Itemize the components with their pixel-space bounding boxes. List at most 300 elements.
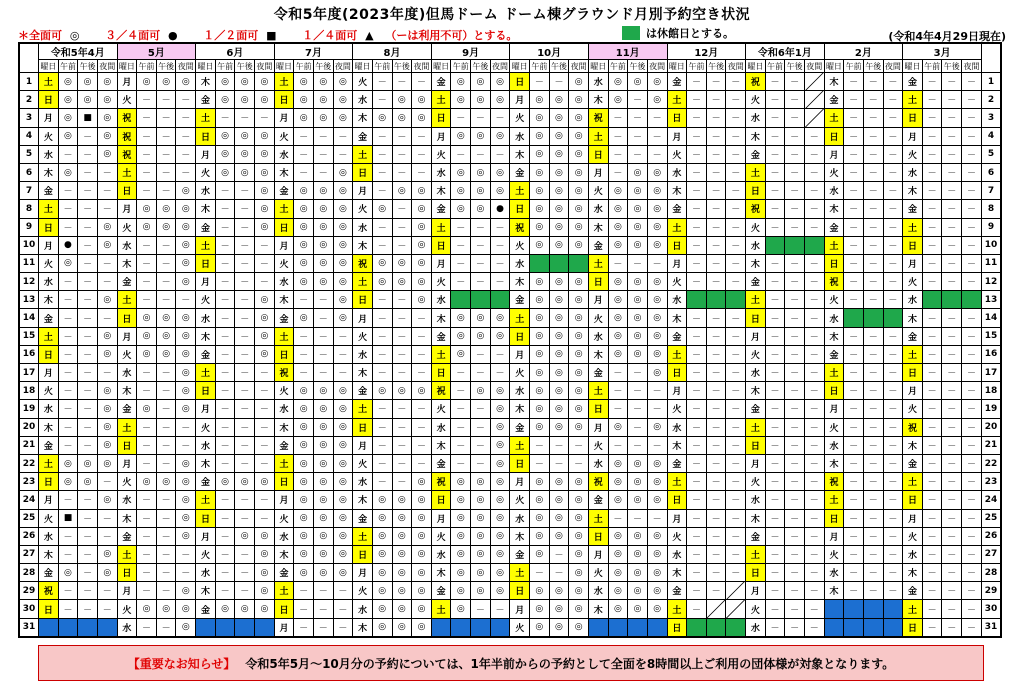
availability-cell: ◎ [294,418,314,436]
availability-cell: － [942,182,962,200]
availability-cell: ◎ [313,182,333,200]
table-row [20,527,1001,545]
weekday-cell: 金 [903,327,923,345]
legend-three-quarters-mark: ● [167,29,178,42]
availability-cell: － [922,145,942,163]
notice-tag: 【重要なお知らせ】 [127,656,236,671]
availability-cell: ◎ [569,545,589,563]
row-number-right: 16 [982,345,1001,363]
closed-day-cell [687,291,707,309]
availability-cell: ◎ [392,600,412,618]
availability-cell: － [844,473,864,491]
availability-cell: ◎ [313,454,333,472]
availability-cell: ◎ [392,545,412,563]
weekday-cell: 金 [667,582,687,600]
row-number: 19 [20,400,39,418]
weekday-cell: 木 [588,91,608,109]
availability-cell: ◎ [451,564,471,582]
availability-cell: － [804,618,824,636]
availability-cell: ◎ [333,182,353,200]
availability-cell: － [883,436,903,454]
availability-cell: － [137,382,157,400]
availability-cell: － [804,218,824,236]
weekday-cell: 日 [39,600,59,618]
availability-cell: ◎ [176,491,196,509]
closed-day-cell [785,236,805,254]
column-subheader: 午後 [629,61,646,71]
availability-cell: － [156,454,176,472]
availability-cell: － [58,273,78,291]
availability-cell: － [490,109,510,127]
availability-cell: － [706,454,726,472]
availability-cell: ◎ [313,73,333,91]
legend-quarter-label: １／４面可 [302,29,358,42]
weekday-cell: 金 [196,600,216,618]
availability-cell: － [863,254,883,272]
weekday-cell: 木 [431,182,451,200]
weekday-cell: 水 [588,73,608,91]
availability-cell: － [765,273,785,291]
weekday-cell: 金 [274,564,294,582]
availability-cell: ◎ [313,473,333,491]
availability-cell: － [549,454,569,472]
availability-cell: ◎ [78,91,98,109]
weekday-cell: 金 [431,454,451,472]
weekday-cell: 木 [353,109,373,127]
availability-cell: ◎ [412,545,432,563]
availability-cell: － [962,436,982,454]
closed-day-cell [863,309,883,327]
weekday-cell: 火 [196,291,216,309]
availability-cell: ◎ [255,600,275,618]
availability-cell: ◎ [647,345,667,363]
weekday-cell: 月 [117,73,137,91]
availability-cell: ◎ [97,73,117,91]
availability-cell: － [608,364,628,382]
weekday-cell: 土 [824,236,844,254]
availability-cell: ◎ [372,600,392,618]
weekday-cell: 火 [588,182,608,200]
availability-cell: ◎ [530,545,550,563]
availability-cell: － [804,345,824,363]
row-number: 24 [20,491,39,509]
weekday-cell: 火 [903,145,923,163]
availability-cell: ◎ [608,91,628,109]
availability-cell: － [785,254,805,272]
weekday-cell: 木 [510,527,530,545]
availability-cell: － [608,382,628,400]
availability-cell: ◎ [97,491,117,509]
weekday-cell: 月 [196,527,216,545]
weekday-cell: 金 [667,73,687,91]
availability-cell: － [883,291,903,309]
availability-cell: － [687,109,707,127]
column-subheader: 午後 [315,61,332,71]
weekday-cell: 日 [588,400,608,418]
availability-cell: － [137,364,157,382]
availability-cell: ◎ [156,345,176,363]
availability-cell: － [785,382,805,400]
weekday-cell: 日 [274,91,294,109]
availability-cell: － [137,582,157,600]
availability-cell: － [706,473,726,491]
weekday-cell: 日 [824,254,844,272]
availability-cell: ◎ [490,582,510,600]
availability-cell: － [628,109,648,127]
row-number-right: 5 [982,145,1001,163]
availability-cell: ◎ [313,418,333,436]
availability-cell: － [58,145,78,163]
availability-cell: － [372,182,392,200]
availability-cell: － [471,454,491,472]
availability-cell: － [451,454,471,472]
weekday-cell: 火 [667,145,687,163]
availability-cell: ◎ [333,436,353,454]
availability-cell: － [471,600,491,618]
availability-cell: － [176,436,196,454]
column-subheader: 曜日 [40,61,57,71]
important-notice [38,645,984,681]
availability-cell: ◎ [628,491,648,509]
availability-cell: ◎ [530,236,550,254]
availability-cell: － [215,564,235,582]
weekday-cell: 金 [903,454,923,472]
availability-cell: ◎ [628,291,648,309]
month-header: 5月 [117,44,196,60]
availability-cell: － [844,291,864,309]
weekday-cell: 木 [588,218,608,236]
weekday-cell: 日 [510,582,530,600]
availability-cell: ◎ [176,309,196,327]
availability-cell: ◎ [215,73,235,91]
availability-cell: ◎ [255,73,275,91]
availability-cell: ◎ [294,545,314,563]
availability-cell: － [785,182,805,200]
weekday-cell: 祝 [39,582,59,600]
availability-cell: － [962,309,982,327]
availability-cell: － [137,527,157,545]
availability-cell: ◎ [549,509,569,527]
availability-cell: － [844,400,864,418]
availability-cell: － [392,218,412,236]
row-number: 10 [20,236,39,254]
availability-cell: ◎ [647,600,667,618]
availability-cell: ◎ [471,582,491,600]
availability-cell: ◎ [156,600,176,618]
availability-cell: － [942,309,962,327]
availability-cell: － [706,182,726,200]
availability-cell: － [883,182,903,200]
weekday-cell: 土 [824,109,844,127]
availability-cell: － [333,600,353,618]
availability-cell: ◎ [137,600,157,618]
weekday-cell: 木 [274,163,294,181]
availability-cell: － [765,509,785,527]
weekday-cell: 土 [510,309,530,327]
availability-cell: ◎ [451,127,471,145]
availability-cell: ◎ [412,473,432,491]
weekday-cell: 火 [510,618,530,636]
unavailable-cell [863,600,883,618]
availability-cell: － [863,236,883,254]
weekday-cell: 日 [431,109,451,127]
availability-cell: － [235,382,255,400]
availability-cell: － [392,309,412,327]
availability-cell: ◎ [156,473,176,491]
row-number: 16 [20,345,39,363]
weekday-cell: 土 [588,382,608,400]
availability-cell: － [922,273,942,291]
availability-cell: － [215,182,235,200]
column-subheader: 午前 [688,61,705,71]
weekday-cell: 水 [746,618,766,636]
availability-cell: ◎ [333,309,353,327]
availability-cell: － [922,473,942,491]
availability-cell: － [78,364,98,382]
availability-cell: － [392,364,412,382]
weekday-cell: 木 [667,436,687,454]
weekday-cell: 火 [353,582,373,600]
column-subheader: 夜間 [334,61,351,71]
weekday-cell: 日 [667,364,687,382]
availability-cell: － [255,236,275,254]
table-row [20,545,1001,563]
availability-cell: ◎ [97,345,117,363]
row-number-right: 31 [982,618,1001,636]
weekday-cell: 木 [746,127,766,145]
availability-cell: － [883,527,903,545]
weekday-cell: 日 [667,491,687,509]
availability-cell: ◎ [294,509,314,527]
weekday-cell: 金 [431,73,451,91]
availability-cell: － [883,473,903,491]
availability-cell: ◎ [451,545,471,563]
weekday-cell: 月 [117,582,137,600]
availability-cell: － [804,291,824,309]
availability-cell: － [962,491,982,509]
availability-cell: － [313,291,333,309]
availability-cell: － [962,545,982,563]
weekday-cell: 月 [196,273,216,291]
availability-cell: － [922,345,942,363]
weekday-cell: 金 [824,345,844,363]
availability-cell: － [942,73,962,91]
weekday-cell: 火 [588,436,608,454]
availability-cell: － [97,163,117,181]
availability-cell: － [156,400,176,418]
availability-cell: － [804,400,824,418]
availability-cell: － [313,618,333,636]
availability-cell: ◎ [313,236,333,254]
availability-cell: ◎ [549,600,569,618]
availability-cell: － [765,436,785,454]
availability-cell: ◎ [647,364,667,382]
weekday-cell: 水 [353,473,373,491]
weekday-cell: 金 [196,345,216,363]
availability-cell: － [706,127,726,145]
availability-cell: － [942,127,962,145]
availability-cell: ◎ [471,127,491,145]
availability-cell: ◎ [647,73,667,91]
availability-cell: － [726,145,746,163]
availability-cell: － [78,200,98,218]
availability-cell: － [804,200,824,218]
row-number: 7 [20,182,39,200]
column-subheader: 曜日 [590,61,607,71]
availability-cell: － [530,436,550,454]
row-number-right: 12 [982,273,1001,291]
weekday-cell: 水 [39,145,59,163]
availability-cell: － [530,564,550,582]
weekday-cell: 月 [510,91,530,109]
availability-cell: － [156,291,176,309]
weekday-cell: 土 [746,291,766,309]
availability-cell: ◎ [97,109,117,127]
weekday-cell: 水 [431,291,451,309]
availability-cell: － [137,273,157,291]
row-number: 13 [20,291,39,309]
weekday-cell: 土 [274,327,294,345]
month-header: 8月 [353,44,432,60]
weekday-cell: 土 [274,454,294,472]
availability-cell: ◎ [549,236,569,254]
weekday-cell: 日 [196,382,216,400]
availability-cell: ◎ [569,109,589,127]
weekday-cell: 日 [510,73,530,91]
table-row [20,291,1001,309]
availability-cell: ◎ [372,273,392,291]
weekday-cell: 月 [431,509,451,527]
availability-cell: － [628,91,648,109]
weekday-cell: 月 [746,327,766,345]
weekday-cell: 月 [39,491,59,509]
availability-cell: － [726,364,746,382]
closed-day-cell [922,291,942,309]
availability-cell: － [628,436,648,454]
weekday-cell: 木 [196,327,216,345]
availability-cell: － [687,309,707,327]
availability-cell: ◎ [569,345,589,363]
availability-cell: － [78,545,98,563]
column-subheader: 曜日 [825,61,842,71]
weekday-cell: 金 [196,91,216,109]
availability-cell: ◎ [530,418,550,436]
availability-cell: － [962,527,982,545]
row-number: 22 [20,454,39,472]
unavailable-cell [39,618,59,636]
weekday-cell: 月 [117,327,137,345]
availability-cell: ◎ [255,564,275,582]
availability-cell: － [962,273,982,291]
weekday-cell: 土 [903,345,923,363]
availability-cell: － [333,582,353,600]
availability-cell: － [785,545,805,563]
availability-cell: ◎ [549,400,569,418]
availability-cell: ◎ [333,109,353,127]
weekday-cell: 日 [274,218,294,236]
availability-cell: － [235,309,255,327]
availability-cell: ◎ [97,454,117,472]
availability-cell: ◎ [628,273,648,291]
closed-day-cell [726,291,746,309]
availability-cell: － [687,345,707,363]
availability-cell: － [726,345,746,363]
availability-cell: － [844,73,864,91]
availability-cell: － [156,545,176,563]
closed-day-cell [726,618,746,636]
availability-cell: ◎ [608,418,628,436]
availability-cell: ◎ [313,109,333,127]
month-header: 12月 [667,44,746,60]
weekday-cell: 土 [588,127,608,145]
weekday-cell: 土 [196,236,216,254]
availability-cell: － [137,545,157,563]
availability-cell: － [765,327,785,345]
availability-cell: － [687,273,707,291]
availability-cell: － [156,163,176,181]
weekday-cell: 木 [510,400,530,418]
row-number-right: 3 [982,109,1001,127]
availability-cell: － [176,145,196,163]
availability-cell: ◎ [628,309,648,327]
availability-cell: ◎ [549,364,569,382]
row-number-right: 9 [982,218,1001,236]
availability-cell: － [706,91,726,109]
weekday-cell: 日 [274,473,294,491]
availability-cell: ◎ [549,345,569,363]
availability-cell: ◎ [530,509,550,527]
weekday-cell: 日 [903,364,923,382]
availability-cell: － [726,527,746,545]
availability-cell: ◎ [156,218,176,236]
weekday-cell: 月 [353,564,373,582]
availability-cell: ◎ [569,91,589,109]
availability-cell: ◎ [294,564,314,582]
weekday-cell: 金 [746,400,766,418]
availability-cell: － [372,418,392,436]
availability-cell: － [706,145,726,163]
unavailable-cell [78,618,98,636]
weekday-cell: 土 [510,564,530,582]
availability-cell: ◎ [176,218,196,236]
weekday-cell: 火 [510,236,530,254]
availability-cell: － [706,327,726,345]
availability-cell: － [78,527,98,545]
availability-cell: － [726,91,746,109]
availability-cell: ◎ [471,473,491,491]
as-of-date: (令和4年4月29日現在) [888,30,1006,43]
availability-cell: － [137,127,157,145]
availability-cell: － [942,600,962,618]
table-row [20,163,1001,181]
availability-cell: － [863,400,883,418]
weekday-cell: 土 [667,345,687,363]
availability-cell: ◎ [451,91,471,109]
weekday-cell: 木 [353,618,373,636]
weekday-cell: 月 [746,582,766,600]
availability-cell: ◎ [392,273,412,291]
availability-cell: － [765,564,785,582]
availability-cell: ◎ [372,382,392,400]
availability-cell: － [569,436,589,454]
not-applicable-cell [726,600,746,618]
availability-cell: － [883,236,903,254]
weekday-cell: 土 [353,145,373,163]
month-header: 9月 [431,44,510,60]
availability-cell: ◎ [549,145,569,163]
availability-cell: ◎ [569,200,589,218]
availability-cell: ◎ [628,327,648,345]
